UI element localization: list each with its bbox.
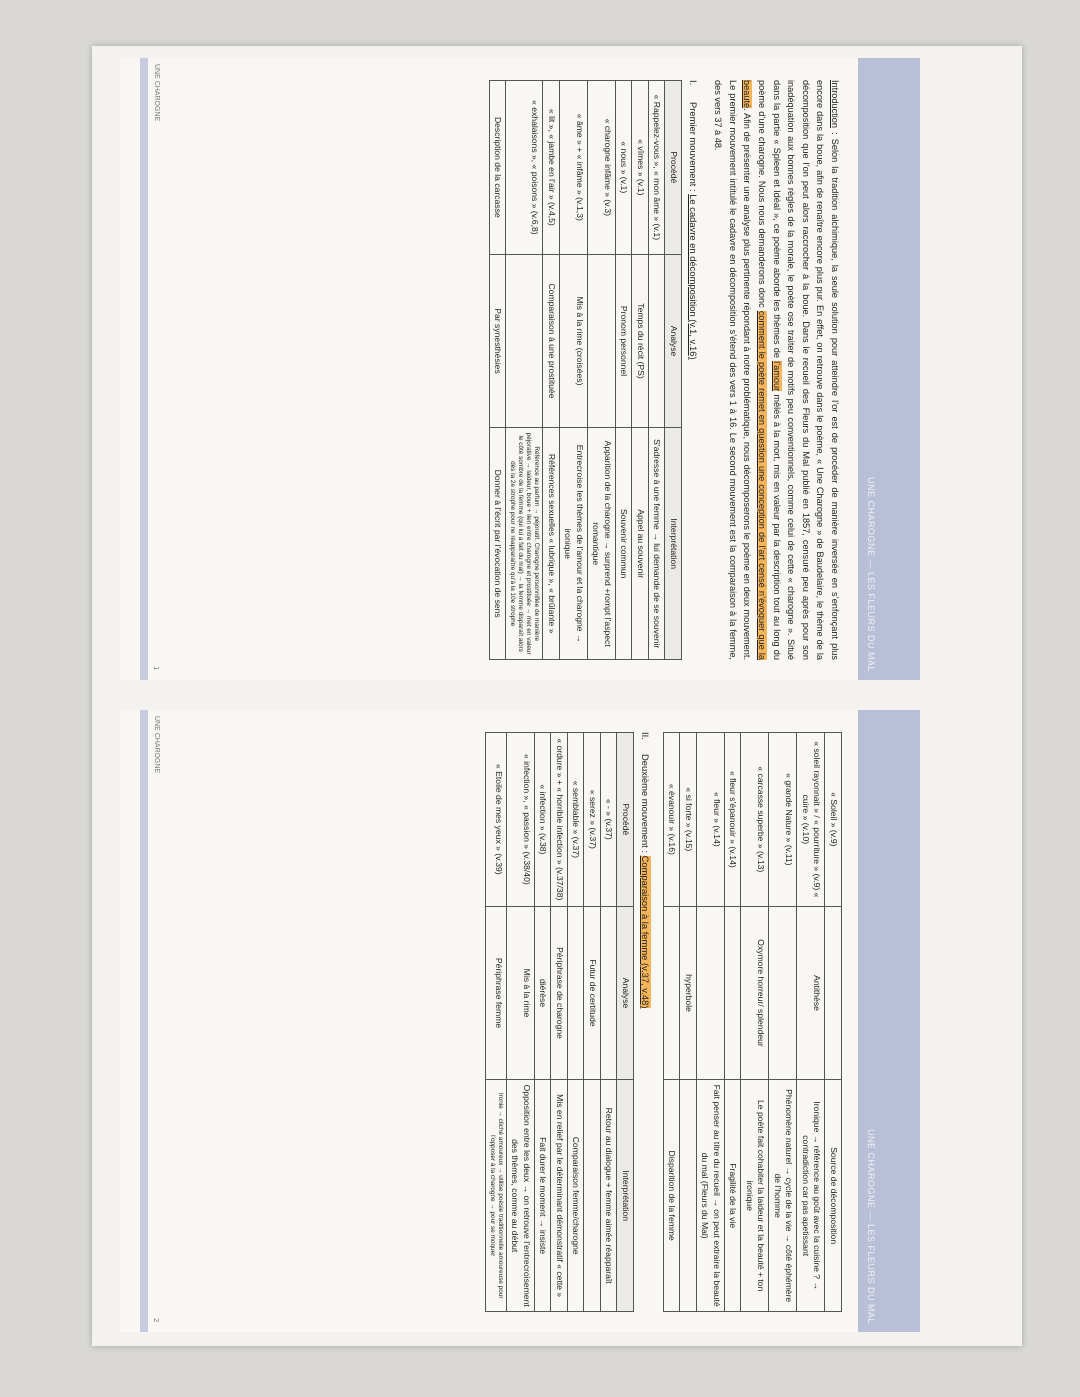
footer-label: UNE CHAROGNE [153,716,160,774]
page-number: 1 [152,666,160,671]
table-row: « fleur s’épanouir » (v.14) Fragilité de la vie [725,733,742,1312]
footer-label: UNE CHAROGNE [153,64,160,122]
table-row: « exhalaisons », « poisons » (v.6,8) Référence au parfum → péjoratif. Charogne personnifiée de manière péjorative → laideur, boue + lien entre charogne et prostituée → met en valeur le côté sombre de la femme (qui lui a fait du mal) → la femme disparaît alors dès la 2e strophe pour ne réapparaître qu’à la 10e strophe [506,81,543,660]
analysis-table-2 [485,732,634,1312]
table-row: « âme » + « infâme » (v.1,3) Mis à la rime (croisées) Entrecroise les thèmes de l’amour et la charogne → ironique [559,81,587,660]
table-row: Description de la carcasse Par synesthésies Donner à l’écrit par l’évocation de sens [489,81,506,660]
highlight-love: l’amour [771,361,782,392]
document-page-2 [120,710,920,1332]
analysis-table-1-continued [663,732,842,1312]
table-row: « soleil rayonnait » / « pourriture » (v.9) « cuire » (v.10) Antithèse Ironique → référence au goût avec la cuisine ? → contradiction car pas apetissant [797,733,825,1312]
table-row: « charogne infâme » (v.3) Apparition de la charogne → surprend +rompt l’aspect romantique [587,81,615,660]
intro-text-1: Selon la tradition alchimique, la seule solution pour atteindre l’or est de procéder de manière inversée en s’enfonçant plus encore dans la boue, afin de renaître encore plus pur. En effet, on retrouve dans le poème, « Une Charogne » de Baudelaire, le thème de la décomposition que l’on peut alors raccrocher à la boue. Dans le recueil des Fleurs du Mal publié en 1857, censuré peu après pour son inadéquation aux bonnes règles de la morale, le poète ose traiter de motifs peu conventionnels, comme celui de cette « charogne ». Situé dans la partie « Spleen et Idéal », ce poème aborde les thèmes de [771,80,840,660]
table-row: « carcasse superbe » (v.13) Oxymore horreur/ splendeur Le poète fait cohabiter la laideur et la beauté + ton ironique [741,733,769,1312]
page-content [489,80,842,660]
table-header-row: Procédé Analyse Interprétation [617,733,634,1312]
page-number: 2 [152,1318,160,1323]
document-page-1 [120,58,920,680]
footer-bar [140,710,148,1332]
table-row: « vîmes » (v.1) Temps du récit (PS) Appel au souvenir [632,81,649,660]
banner-text: UNE CHAROGNE — LES FLEURS DU MAL [866,1128,876,1324]
table-row: « serez » (v.37) Futur de certitude [584,733,601,1312]
table-row: « si forte » (v.15) hyperbole [680,733,697,1312]
footer-bar [140,58,148,680]
introduction-paragraph: Introduction : Selon la tradition alchimique, la seule solution pour atteindre l’or est de procéder de manière inversée en s’enfonçant plus encore dans la boue, afin de renaître encore plus pur. En effet, on retrouve dans le poème, « Une Charogne » de Baudelaire, le thème de la décomposition que l’on peut alors raccrocher à la boue. Dans le recueil des Fleurs du Mal publié en 1857, censuré peu après pour son inadéquation aux bonnes règles de la morale, le poète ose traiter de motifs peu conventionnels, comme celui de cette « charogne ». Situé dans la partie « Spleen et Idéal », ce poème aborde les thèmes de l’amour mêlés à la mort, mis en valeur par la description tout au long du poème d’une charogne. Nous nous demanderons donc comment le poète remet en question une conception de l’art censé n’évoquer que la beauté. Afin de présenter une analyse plus pertinente répondant à notre problématique, nous décomposerons le poème en deux mouvement. Le premier mouvement intitulé le cadavre en décomposition s’étend des vers 1 à 16. Le second mouvement est la comparaison à la femme, des vers 37 à 48. [713,80,840,661]
highlight-problematic: comment le poète remet en question une conception de l’art censé n’évoquer que la beauté [742,80,768,661]
table-row: « lit », « jambe en l’air » (v.4,5) Comparaison à une prostituée Références sexuelles « lubrique », « brûlante » [543,81,560,660]
table-row: « - » (v.37) Retour au dialogue + femme aimée réapparaît [601,733,618,1312]
page-content [485,732,842,1312]
page-banner [858,710,920,1332]
table-row: « évanouir » (v.16) Disparition de la femme [664,733,681,1312]
intro-text-3: . Afin de présenter une analyse plus pertinente répondant à notre problématique, nous décomposerons le poème en deux mouvement. Le premier mouvement intitulé le cadavre en décomposition s’étend des vers 1 à 16. Le second mouvement est la comparaison à la femme, des vers 37 à 48. [713,80,753,660]
table-row: « Soleil » (v.9) Source de décomposition [825,733,842,1312]
table-row: « grande Nature » (v.11) Phénomène naturel → cycle de la vie → côté éphémère de l’homme [769,733,797,1312]
table-row: « fleur » (v.14) Fait penser au titre du recueil → on peut extraire la beauté du mal (Fleurs du Mal) [697,733,725,1312]
section-title-2-label: Comparaison à la femme (v.37, v.48) [640,855,651,1009]
table-row: « infection », « passion » (v.38/40) Mis à la rime Opposition entre les deux → on retrouve l’entrecroisement des thèmes, comme au début [507,733,535,1312]
section-title-1-label: Le cadavre en décomposition (v.1, v.16) [687,194,699,360]
section-title-2: II.Deuxième mouvement : Comparaison à la femme (v.37, v.48) [640,732,651,1009]
banner-text: UNE CHAROGNE — LES FLEURS DU MAL [866,476,876,672]
table-row: « ordure » + « horrible infection » (v.37/38) Périphrase de charogne Mis en relief par le déterminant démonstratif « cette » [551,733,568,1312]
intro-label: Introduction [830,80,840,129]
table-row: « Rappelez-vous », « mon âme » (v.1) S’adresse à une femme → lui demande de se souvenir [648,81,665,660]
table-header-row: Procédé Analyse Interprétation [665,81,682,660]
page-banner [858,58,920,680]
table-row: « nous » (v.1) Pronom personnel Souvenir commun [615,81,632,660]
intro-text-2: mêlés à la mort, mis en valeur par la description tout au long du poème d’une charogne. Nous nous demanderons donc [757,80,782,660]
table-row: « semblable » (v.37) Comparaison femme/charogne [568,733,585,1312]
analysis-table-1 [489,80,682,660]
table-row: « infection » (v.38) diérèse Fait durer le moment → insiste [535,733,552,1312]
table-row: « Etoile de mes yeux » (v.39) Périphrase femme Ironie → cliché amoureux → utilise poésie traditionnelle amoureuse pour l’opposer à la charogne → pour se moquer [486,733,507,1312]
section-title-1: I.Premier mouvement : Le cadavre en décomposition (v.1, v.16) [687,80,699,360]
